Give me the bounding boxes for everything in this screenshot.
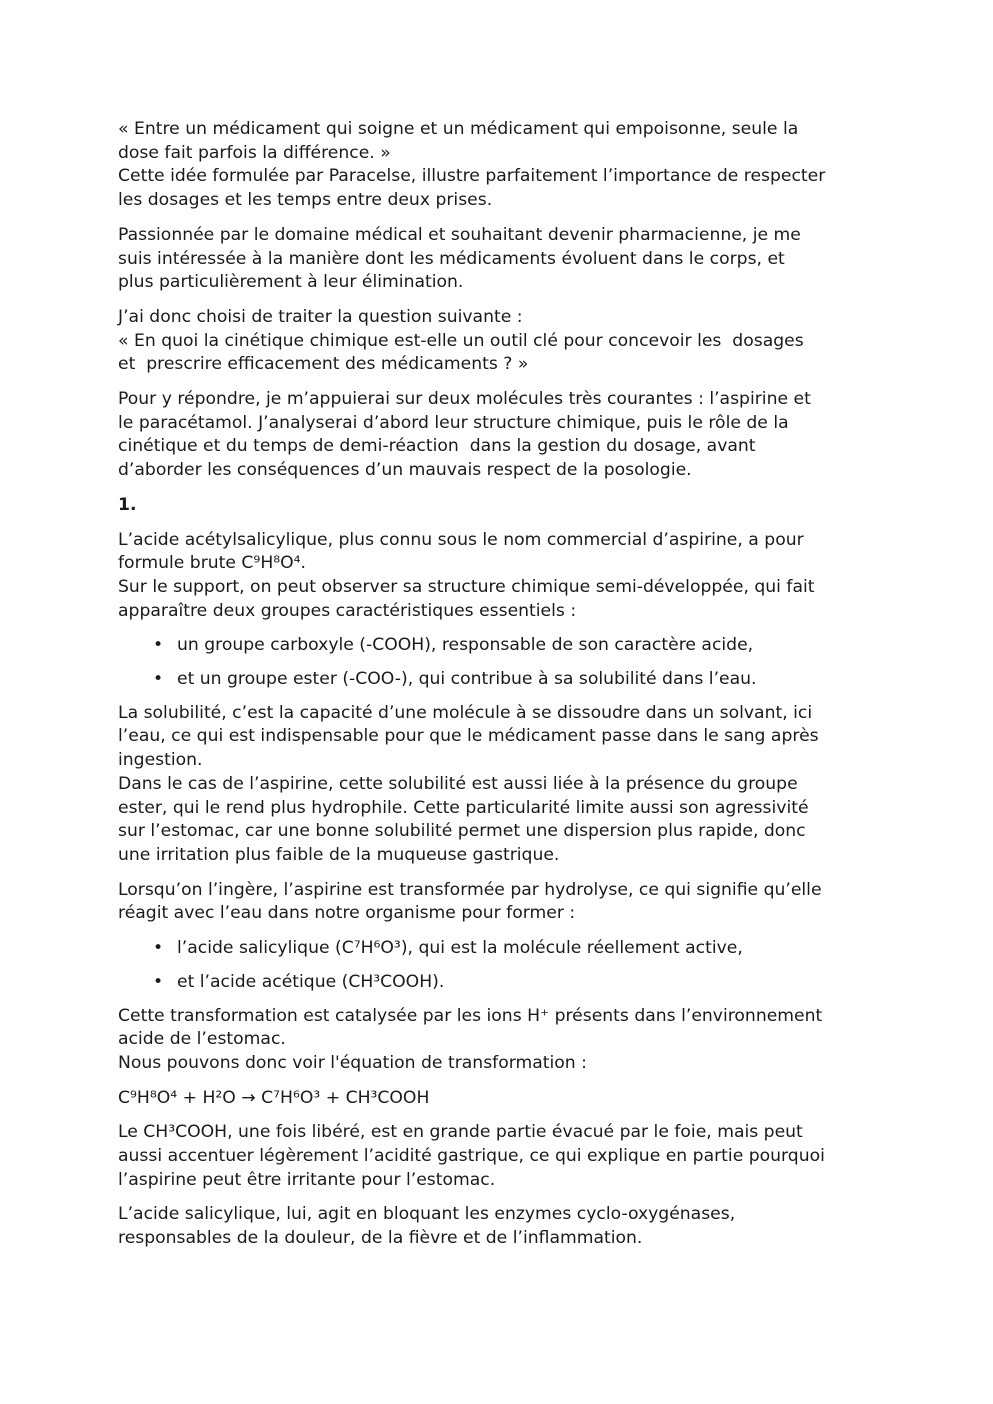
text-line: Cette transformation est catalysée par les ions H⁺ présents dans l’environnement: [118, 1005, 823, 1026]
bullet-icon: •: [153, 669, 164, 690]
acetic-acid-paragraph: [118, 1121, 878, 1192]
text-line: C⁹H⁸O⁴ + H²O → C⁷H⁶O³ + CH³COOH: [118, 1087, 430, 1108]
list-item: [118, 971, 878, 995]
text-line: suis intéressée à la manière dont les médicaments évoluent dans le corps, et: [118, 248, 785, 269]
hydrolysis-paragraph: [118, 879, 878, 926]
motivation-paragraph: [118, 224, 878, 295]
text-line: cinétique et du temps de demi-réaction dans la gestion du dosage, avant: [118, 436, 756, 457]
text-line: et prescrire efficacement des médicaments ? »: [118, 354, 529, 375]
bullet-icon: •: [153, 971, 164, 992]
plan-paragraph: [118, 388, 878, 483]
text-line: Passionnée par le domaine médical et souhaitant devenir pharmacienne, je me: [118, 224, 801, 245]
question-paragraph: [118, 306, 878, 377]
text-line: L’acide salicylique, lui, agit en bloquant les enzymes cyclo-oxygénases,: [118, 1204, 736, 1225]
list-item-text: un groupe carboxyle (-COOH), responsable de son caractère acide,: [177, 635, 754, 656]
text-line: l’aspirine peut être irritante pour l’estomac.: [118, 1169, 496, 1190]
text-line: responsables de la douleur, de la fièvre et de l’inflammation.: [118, 1228, 643, 1249]
text-line: Le CH³COOH, une fois libéré, est en grande partie évacué par le foie, mais peut: [118, 1122, 803, 1143]
text-line: « En quoi la cinétique chimique est-elle un outil clé pour concevoir les dosages: [118, 330, 804, 351]
text-line: Nous pouvons donc voir l'équation de transformation :: [118, 1052, 587, 1073]
text-line: réagit avec l’eau dans notre organisme pour former :: [118, 903, 576, 924]
text-line: aussi accentuer légèrement l’acidité gastrique, ce qui explique en partie pourquoi: [118, 1146, 825, 1167]
text-line: Lorsqu’on l’ingère, l’aspirine est transformée par hydrolyse, ce qui signifie qu’elle: [118, 879, 822, 900]
list-item-text: et l’acide acétique (CH³COOH).: [177, 971, 445, 992]
solubility-paragraph: [118, 702, 878, 868]
text-line: J’ai donc choisi de traiter la question suivante :: [118, 306, 523, 327]
intro-quote-paragraph: [118, 118, 878, 213]
text-line: apparaître deux groupes caractéristiques essentiels :: [118, 600, 577, 621]
text-line: L’acide acétylsalicylique, plus connu sous le nom commercial d’aspirine, a pour: [118, 529, 804, 550]
text-line: La solubilité, c’est la capacité d’une molécule à se dissoudre dans un solvant, ici: [118, 702, 813, 723]
text-line: ester, qui le rend plus hydrophile. Cette particularité limite aussi son agressivité: [118, 797, 809, 818]
text-line: Sur le support, on peut observer sa structure chimique semi-développée, qui fait: [118, 576, 815, 597]
hydrolysis-products-list: [118, 937, 878, 994]
functional-groups-list: [118, 634, 878, 691]
text-line: plus particulièrement à leur élimination.: [118, 272, 464, 293]
aspirin-formula-paragraph: [118, 529, 878, 624]
text-line: dose fait parfois la différence. »: [118, 142, 391, 163]
text-line: d’aborder les conséquences d’un mauvais respect de la posologie.: [118, 460, 692, 481]
text-line: Pour y répondre, je m’appuierai sur deux molécules très courantes : l’aspirine et: [118, 389, 811, 410]
reaction-equation: [118, 1087, 878, 1111]
bullet-icon: •: [153, 938, 164, 959]
text-line: « Entre un médicament qui soigne et un médicament qui empoisonne, seule la: [118, 119, 799, 139]
list-item: [118, 634, 878, 658]
bullet-icon: •: [153, 635, 164, 656]
text-line: sur l’estomac, car une bonne solubilité permet une dispersion plus rapide, donc: [118, 821, 806, 842]
text-line: une irritation plus faible de la muqueuse gastrique.: [118, 844, 560, 865]
list-item: [118, 937, 878, 961]
text-line: acide de l’estomac.: [118, 1029, 286, 1050]
text-line: les dosages et les temps entre deux prises.: [118, 190, 493, 211]
text-line: Cette idée formulée par Paracelse, illustre parfaitement l’importance de respecter: [118, 166, 826, 187]
list-item: [118, 668, 878, 692]
document-page: [118, 118, 878, 1262]
catalysis-paragraph: [118, 1005, 878, 1076]
text-line: ingestion.: [118, 750, 203, 771]
list-item-text: l’acide salicylique (C⁷H⁶O³), qui est la molécule réellement active,: [177, 938, 743, 959]
list-item-text: et un groupe ester (-COO-), qui contribue à sa solubilité dans l’eau.: [177, 669, 757, 690]
text-line: formule brute C⁹H⁸O⁴.: [118, 553, 307, 574]
section-heading: 1.: [118, 494, 137, 515]
text-line: Dans le cas de l’aspirine, cette solubilité est aussi liée à la présence du groupe: [118, 773, 798, 794]
salicylic-acid-paragraph: [118, 1203, 878, 1250]
text-line: le paracétamol. J’analyserai d’abord leur structure chimique, puis le rôle de la: [118, 412, 789, 433]
text-line: l’eau, ce qui est indispensable pour que le médicament passe dans le sang après: [118, 726, 819, 747]
